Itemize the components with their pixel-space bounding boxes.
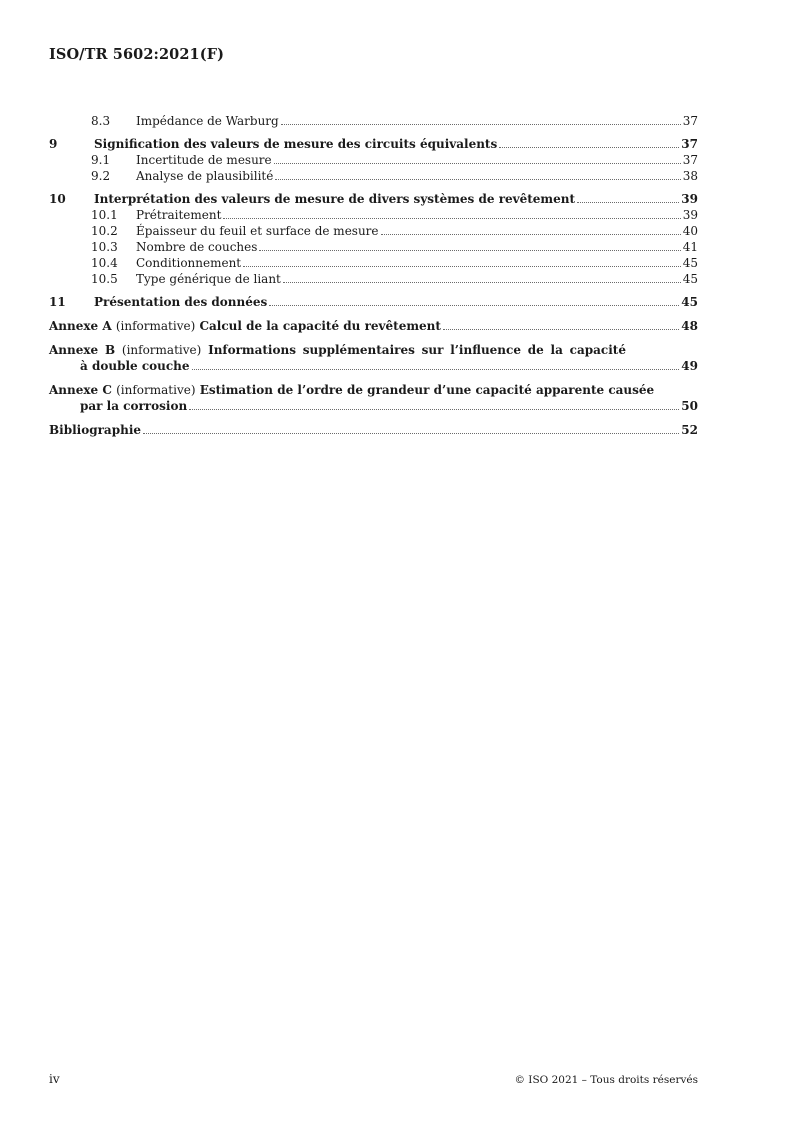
dot-leader (269, 305, 679, 306)
toc-entry-10-1[interactable] (49, 207, 698, 223)
toc-entry-title: Signification des valeurs de mesure des circuits équivalents (94, 137, 498, 151)
toc-entry-page: 39 (681, 192, 698, 206)
toc-entry-title: Présentation des données (94, 295, 268, 309)
annex-title: Informations supplémentaires sur l’influence de la capacité (208, 343, 626, 357)
toc-entry-title: Analyse de plausibilité (136, 169, 274, 183)
table-of-contents (49, 113, 698, 438)
toc-bibliography[interactable] (49, 422, 698, 438)
bibliography-title: Bibliographie (49, 423, 142, 437)
toc-entry-number: 11 (49, 295, 66, 309)
toc-entry-10-2[interactable] (49, 223, 698, 239)
dot-leader (143, 433, 679, 434)
toc-entry-10-5[interactable] (49, 271, 698, 287)
annex-title: Calcul de la capacité du revêtement (199, 319, 441, 333)
document-id-header: ISO/TR 5602:2021(F) (49, 46, 225, 63)
toc-entry-10-3[interactable] (49, 239, 698, 255)
toc-entry-number: 8.3 (91, 114, 111, 128)
dot-leader (577, 202, 679, 203)
toc-entry-number: 10.1 (91, 208, 118, 222)
dot-leader (499, 147, 679, 148)
annex-title-continued: à double couche (80, 359, 190, 373)
toc-entry-page: 52 (681, 423, 698, 437)
toc-entry-title: Conditionnement (136, 256, 242, 270)
annex-label: Annexe A (49, 319, 112, 333)
toc-entry-title: Incertitude de mesure (136, 153, 272, 167)
toc-entry-number: 9.2 (91, 169, 111, 183)
dot-leader (192, 369, 680, 370)
toc-entry-page: 49 (681, 359, 698, 373)
toc-entry-page: 37 (682, 114, 698, 128)
toc-entry-title: Interprétation des valeurs de mesure de divers systèmes de revêtement (94, 192, 576, 206)
dot-leader (274, 163, 681, 164)
toc-entry-page: 50 (681, 399, 698, 413)
dot-leader (275, 179, 680, 180)
toc-entry-number: 9 (49, 137, 58, 151)
annex-title-continued: par la corrosion (80, 399, 188, 413)
annex-label: Annexe B (49, 343, 116, 357)
toc-entry-page: 39 (682, 208, 698, 222)
toc-annex-a[interactable] (49, 318, 698, 334)
toc-entry-title: Épaisseur du feuil et surface de mesure (136, 224, 379, 238)
dot-leader (443, 329, 679, 330)
toc-entry-page: 45 (682, 256, 698, 270)
toc-entry-number: 10.3 (91, 240, 118, 254)
toc-entry-title: Prétraitement (136, 208, 222, 222)
toc-entry-9-2[interactable] (49, 168, 698, 184)
toc-entry-number: 10.4 (91, 256, 118, 270)
toc-entry-page: 45 (682, 272, 698, 286)
toc-entry-number: 10.5 (91, 272, 118, 286)
dot-leader (223, 218, 680, 219)
toc-entry-11[interactable] (49, 294, 698, 310)
dot-leader (281, 124, 681, 125)
annex-type: (informative) (121, 343, 202, 357)
toc-entry-title: Type générique de liant (136, 272, 281, 286)
toc-entry-title: Nombre de couches (136, 240, 258, 254)
annex-title: Estimation de l’ordre de grandeur d’une capacité apparente causée (199, 383, 655, 397)
toc-annex-c[interactable] (49, 382, 698, 414)
toc-entry-number: 9.1 (91, 153, 111, 167)
toc-entry-page: 37 (682, 153, 698, 167)
toc-entry-number: 10.2 (91, 224, 118, 238)
toc-entry-8-3[interactable] (49, 113, 698, 129)
copyright-notice: © ISO 2021 – Tous droits réservés (514, 1074, 698, 1086)
toc-entry-page: 41 (682, 240, 698, 254)
annex-type: (informative) (115, 319, 196, 333)
toc-entry-page: 37 (681, 137, 698, 151)
annex-label: Annexe C (49, 383, 112, 397)
toc-entry-9[interactable] (49, 136, 698, 152)
toc-entry-9-1[interactable] (49, 152, 698, 168)
toc-entry-10-4[interactable] (49, 255, 698, 271)
dot-leader (259, 250, 680, 251)
toc-entry-page: 38 (682, 169, 698, 183)
page-number: iv (49, 1072, 60, 1086)
toc-entry-page: 40 (682, 224, 698, 238)
dot-leader (189, 409, 679, 410)
dot-leader (243, 266, 681, 267)
annex-type: (informative) (116, 383, 196, 397)
toc-entry-number: 10 (49, 192, 66, 206)
toc-entry-page: 48 (681, 319, 698, 333)
toc-entry-page: 45 (681, 295, 698, 309)
toc-entry-title: Impédance de Warburg (136, 114, 279, 128)
toc-annex-b[interactable] (49, 342, 698, 374)
toc-entry-10[interactable] (49, 191, 698, 207)
dot-leader (381, 234, 681, 235)
dot-leader (283, 282, 681, 283)
